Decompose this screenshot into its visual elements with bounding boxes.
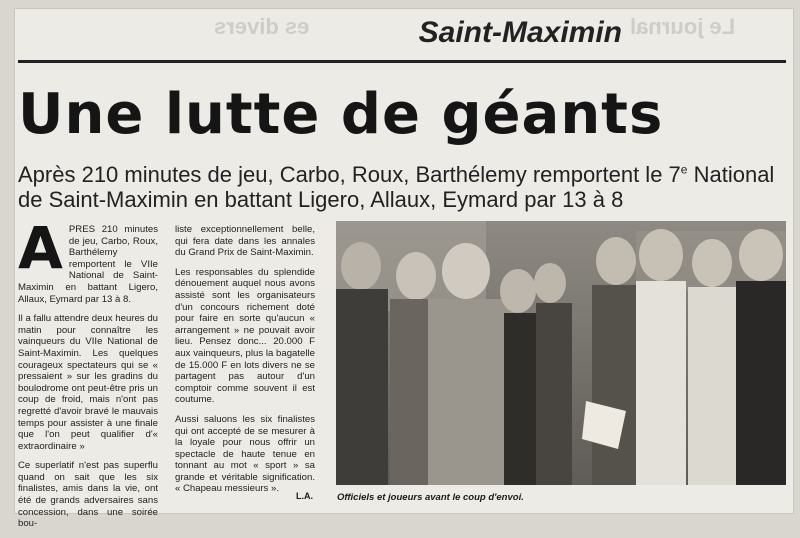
author-signature: L.A.	[296, 491, 313, 501]
team-photo	[336, 221, 786, 485]
photo-caption: Officiels et joueurs avant le coup d'envoi.	[337, 492, 524, 503]
bleed-through-text: es divers	[214, 14, 310, 39]
subheadline-text: Après 210 minutes de jeu, Carbo, Roux, Barthélemy remportent le 7e National de Saint-Maximin en battant Ligero, Allaux, Eymard par 13 à 8	[18, 162, 775, 213]
paragraph: liste exceptionnellement belle, qui fera date dans les annales du Grand Prix de Saint-Maximin.	[175, 224, 315, 259]
bleed-through-text: Le journal	[630, 14, 736, 39]
article-column-2	[175, 224, 315, 503]
paragraph: Ce superlatif n'est pas superflu quand on sait que les six finalistes, amis dans la vie, ont été de grands adversaires sans concession, dans une soirée bou-	[18, 460, 158, 530]
article-column-1	[18, 214, 158, 538]
paragraph: PRES 210 minutes de jeu, Carbo, Roux, Barthélemy remportent le VIIe National de Saint-Maximin en battant Ligero, Allaux, Eymard par 13 à 8.	[18, 224, 158, 305]
photo-illustration	[336, 221, 786, 485]
paragraph: Les responsables du splendide dénouement auquel nous avons assisté sont les organisateurs d'un concours richement doté pour faire en sorte qu'aucun « arrangement » ne pouvait avoir lieu. Pensez donc... 20.000 F aux vainqueurs, plus la bagatelle de 15.000 F en lots divers ne se partagent pas autour d'un comptoir comme souvent il est coutume.	[175, 266, 315, 406]
section-title: Saint-Maximin	[418, 16, 622, 49]
drop-cap: A	[18, 214, 63, 282]
paragraph: Aussi saluons les six finalistes qui ont accepté de se mesurer à la loyale pour nous offrir un spectacle de haute tenue en tonnant au mot « sport » sa grande et véritable signification. « Chapeau messieurs ».	[175, 413, 315, 495]
top-rule	[18, 60, 786, 63]
subheadline	[18, 158, 780, 212]
paragraph: Il a fallu attendre deux heures du matin pour connaître les vainqueurs du VIIe National de Saint-Maximin. Les quelques courageux spectateurs qui se « pressaient » sur les gradins du boulodrome ont peut-être pris un coup de froid, mais n'ont pas regretté d'avoir bravé le mauvais temps pour assister à une finale que l'on peut qualifier d'« extraordinaire »	[18, 313, 158, 452]
ordinal-suffix: e	[680, 163, 688, 177]
headline: Une lutte de géants	[18, 82, 664, 147]
